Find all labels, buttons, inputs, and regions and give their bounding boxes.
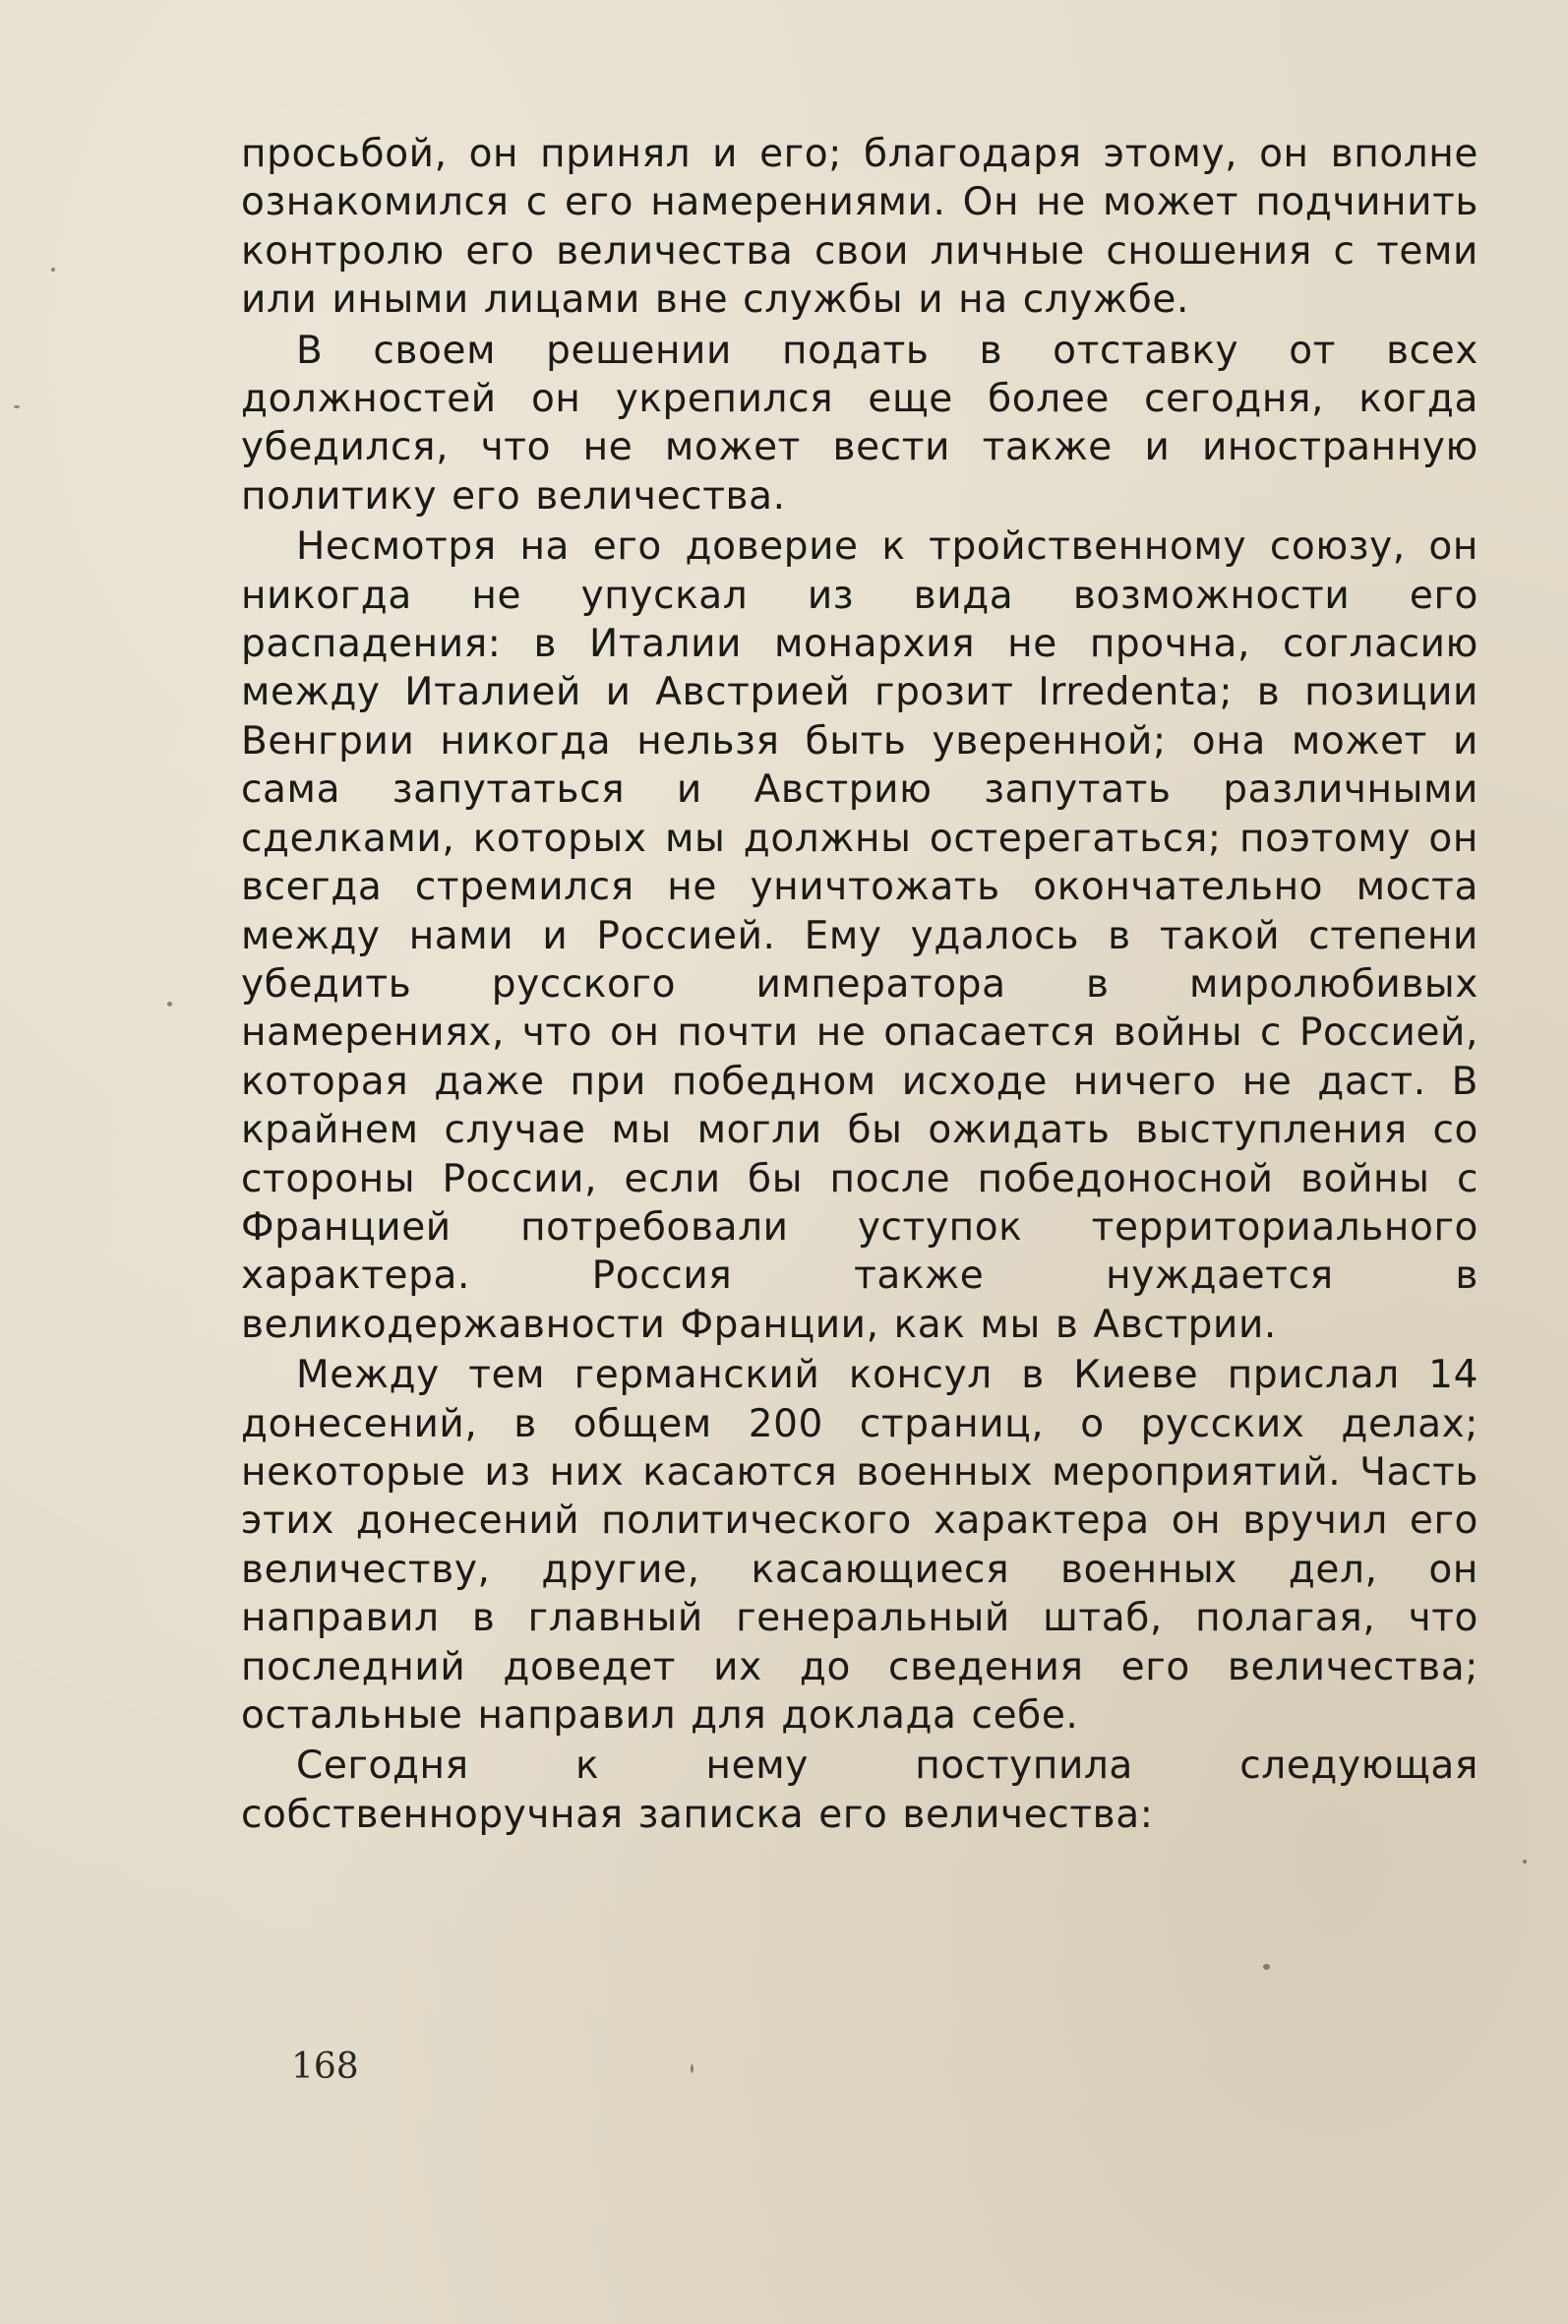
paragraph-4: Между тем германский консул в Киеве прислал 14 донесений, в общем 200 страниц, о русских делах; некоторые из них касаются военных мероприятий. Часть этих донесений политического характера он вручил его величеству, другие, касающиеся военных дел, он направил в главный генеральный штаб, полагая, что последний доведет их до сведения его величества; остальные направил для доклада себе. [241, 1353, 1478, 1738]
paragraph-1: просьбой, он принял и его; благодаря этому, он вполне ознакомился с его намерениями. Он не может подчинить контролю его величества свои личные сношения с теми или иными лицами вне службы и на службе. [241, 132, 1478, 323]
page-number: 168 [291, 2047, 359, 2087]
paper-speck [51, 268, 55, 272]
paragraph-5: Сегодня к нему поступила следующая собственноручная записка его величества: [241, 1743, 1478, 1837]
paper-speck [691, 2064, 694, 2073]
paper-speck [14, 405, 20, 408]
body-text [241, 130, 1478, 1839]
paper-speck [1263, 1964, 1270, 1970]
paper-speck [1523, 1860, 1527, 1864]
paper-speck [167, 1002, 172, 1007]
paragraph-2: В своем решении подать в отставку от всех должностей он укрепился еще более сегодня, когда убедился, что не может вести также и иностранную политику его величества. [241, 328, 1478, 519]
paragraph-3: Несмотря на его доверие к тройственному союзу, он никогда не упускал из вида возможности его распадения: в Италии монархия не прочна, согласию между Италией и Австрией грозит Irredenta; в позиции Венгрии никогда нельзя быть уверенной; она может и сама запутаться и Австрию запутать различными сделками, которых мы должны остерегаться; поэтому он всегда стремился не уничтожать окончательно моста между нами и Россией. Ему удалось в такой степени убедить русского императора в миролюбивых намерениях, что он почти не опасается войны с Россией, которая даже при победном исходе ничего не даст. В крайнем случае мы могли бы ожидать выступления со стороны России, если бы после победоносной войны с Францией потребовали уступок территориального характера. Россия также нуждается в великодержавности Франции, как мы в Австрии. [241, 524, 1478, 1347]
